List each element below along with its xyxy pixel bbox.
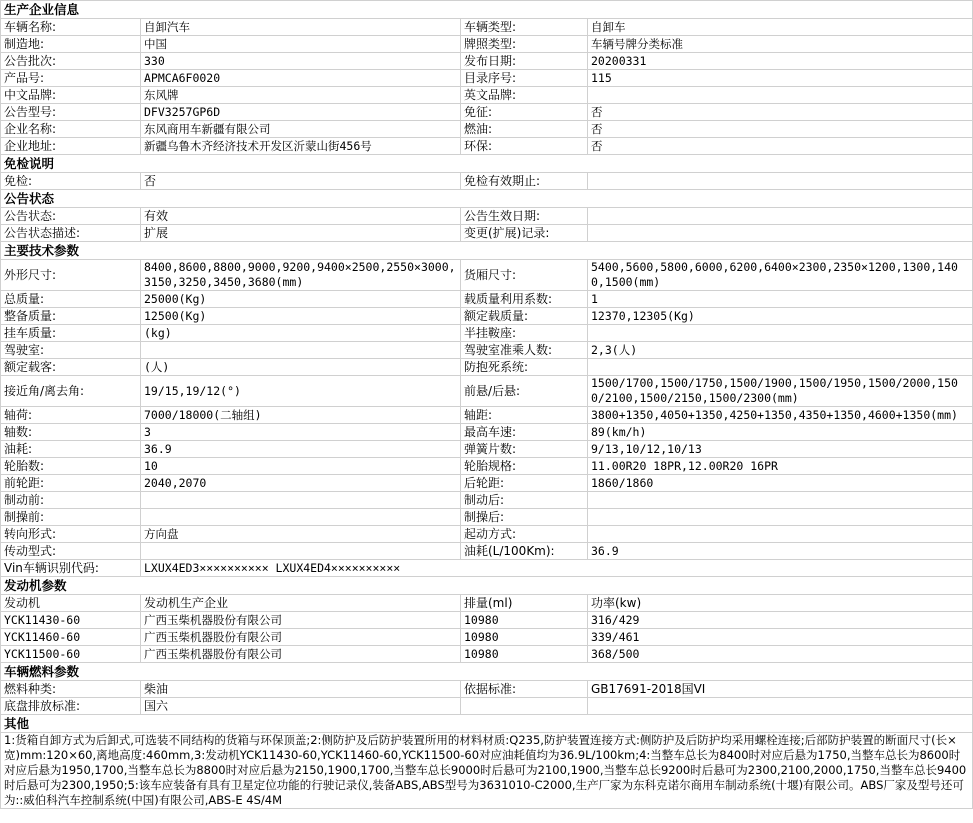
field-value: 否 <box>588 104 973 121</box>
field-label: 油耗: <box>1 441 141 458</box>
field-label: 公告生效日期: <box>461 208 588 225</box>
fuel-params-row <box>1 698 973 715</box>
field-value: (人) <box>141 359 461 376</box>
other-notes-row <box>1 733 973 809</box>
section-title: 发动机参数 <box>1 577 973 595</box>
engine-cell: 10980 <box>461 612 588 629</box>
field-label: 英文品牌: <box>461 87 588 104</box>
section-title: 生产企业信息 <box>1 1 973 19</box>
field-value <box>141 543 461 560</box>
notice-status-row <box>1 208 973 225</box>
vin-value: LXUX4ED3×××××××××× LXUX4ED4×××××××××× <box>141 560 973 577</box>
field-label: 载质量利用系数: <box>461 291 588 308</box>
column-header: 发动机生产企业 <box>141 595 461 612</box>
company-info-row <box>1 53 973 70</box>
field-label: 外形尺寸: <box>1 260 141 291</box>
section-title: 免检说明 <box>1 155 973 173</box>
engine-header-row <box>1 595 973 612</box>
vin-label: Vin车辆识别代码: <box>1 560 141 577</box>
field-value <box>588 173 973 190</box>
field-value: DFV3257GP6D <box>141 104 461 121</box>
engine-params-section-header <box>1 577 973 595</box>
tech-params-row <box>1 342 973 359</box>
field-label: 目录序号: <box>461 70 588 87</box>
tech-params-row <box>1 543 973 560</box>
field-label: 弹簧片数: <box>461 441 588 458</box>
field-label: 变更(扩展)记录: <box>461 225 588 242</box>
field-value: 20200331 <box>588 53 973 70</box>
field-value: 有效 <box>141 208 461 225</box>
tech-params-row <box>1 308 973 325</box>
field-value: 8400,8600,8800,9000,9200,9400×2500,2550×3000,3150,3250,3450,3680(mm) <box>141 260 461 291</box>
field-label: 底盘排放标准: <box>1 698 141 715</box>
field-label: 企业名称: <box>1 121 141 138</box>
exemption-row <box>1 173 973 190</box>
field-label: 前悬/后悬: <box>461 376 588 407</box>
company-info-row <box>1 19 973 36</box>
field-label: 环保: <box>461 138 588 155</box>
field-label: 额定载客: <box>1 359 141 376</box>
field-value: 9/13,10/12,10/13 <box>588 441 973 458</box>
field-value: 方向盘 <box>141 526 461 543</box>
other-notes-text: 1:货箱自卸方式为后卸式,可选装不同结构的货箱与环保顶盖;2:侧防护及后防护装置所用的材料材质:Q235,防护装置连接方式:侧防护及后防护均采用螺栓连接;后部防护装置的断面尺寸(长×宽)mm:120×60,离地高度:460mm,3:发动机YCK11430-60,YCK11460-60,YCK11500-60对应油耗值均为36.9L/100km;4:当整车总长为8400时对应后悬为1750,当整车总长为8600时对应后悬为1950,1700,当整车总长为8800时对应后悬为2150,1900,1700,当整车总长9000时后悬可为2100,1900,当整车总长9200时后悬可为2300,2100,2000,1750,当整车总长9400时后悬可为2300,1950;5:该车应装备有具有卫星定位功能的行驶记录仪,装备ABS,ABS型号为3631010-C2000,生产厂家为东科克诺尔商用车制动系统(十堰)有限公司。ABS厂家及型号还可为::威伯科汽车控制系统(中国)有限公司,ABS-E 4S/4M <box>1 733 973 809</box>
field-value: 1860/1860 <box>588 475 973 492</box>
field-value: 东风商用车新疆有限公司 <box>141 121 461 138</box>
tech-params-row <box>1 475 973 492</box>
company-info-row <box>1 121 973 138</box>
section-title: 车辆燃料参数 <box>1 663 973 681</box>
field-label: 制动前: <box>1 492 141 509</box>
engine-row <box>1 629 973 646</box>
field-label: 公告型号: <box>1 104 141 121</box>
field-value: 车辆号牌分类标准 <box>588 36 973 53</box>
field-value: 25000(Kg) <box>141 291 461 308</box>
field-label: 轮胎数: <box>1 458 141 475</box>
field-label: 额定载质量: <box>461 308 588 325</box>
field-label: 车辆类型: <box>461 19 588 36</box>
field-value: (kg) <box>141 325 461 342</box>
field-value: 否 <box>141 173 461 190</box>
engine-cell: 广西玉柴机器股份有限公司 <box>141 629 461 646</box>
field-label: 整备质量: <box>1 308 141 325</box>
field-label: 制操后: <box>461 509 588 526</box>
field-value: 1 <box>588 291 973 308</box>
field-label: 公告状态: <box>1 208 141 225</box>
field-label: 起动方式: <box>461 526 588 543</box>
field-value: 1500/1700,1500/1750,1500/1900,1500/1950,1500/2000,1500/2100,1500/2150,1500/2300(mm) <box>588 376 973 407</box>
field-label: 油耗(L/100Km): <box>461 543 588 560</box>
field-value: 2040,2070 <box>141 475 461 492</box>
vehicle-spec-body <box>1 1 973 809</box>
company-info-row <box>1 138 973 155</box>
exemption-section-header <box>1 155 973 173</box>
field-label: 转向形式: <box>1 526 141 543</box>
field-value <box>588 359 973 376</box>
engine-cell: 10980 <box>461 646 588 663</box>
field-value: 柴油 <box>141 681 461 698</box>
engine-cell: YCK11460-60 <box>1 629 141 646</box>
field-value: 11.00R20 18PR,12.00R20 16PR <box>588 458 973 475</box>
tech-params-row <box>1 424 973 441</box>
section-title: 其他 <box>1 715 973 733</box>
field-label: 公告批次: <box>1 53 141 70</box>
company-info-row <box>1 70 973 87</box>
field-label: 后轮距: <box>461 475 588 492</box>
field-value: 12500(Kg) <box>141 308 461 325</box>
field-value: 自卸汽车 <box>141 19 461 36</box>
section-title: 主要技术参数 <box>1 242 973 260</box>
field-value: 3 <box>141 424 461 441</box>
field-label: 制操前: <box>1 509 141 526</box>
field-label: 轮胎规格: <box>461 458 588 475</box>
field-value <box>588 698 973 715</box>
field-value <box>588 208 973 225</box>
field-value: 36.9 <box>141 441 461 458</box>
notice-status-row <box>1 225 973 242</box>
field-label: 总质量: <box>1 291 141 308</box>
company-info-row <box>1 104 973 121</box>
field-label: 免征: <box>461 104 588 121</box>
engine-row <box>1 646 973 663</box>
tech-params-row <box>1 325 973 342</box>
field-value: 19/15,19/12(°) <box>141 376 461 407</box>
field-value: GB17691-2018国VI <box>588 681 973 698</box>
field-value: 中国 <box>141 36 461 53</box>
engine-cell: 广西玉柴机器股份有限公司 <box>141 646 461 663</box>
field-label: 免检有效期止: <box>461 173 588 190</box>
field-label: 传动型式: <box>1 543 141 560</box>
engine-cell: YCK11500-60 <box>1 646 141 663</box>
tech-params-row <box>1 526 973 543</box>
column-header: 发动机 <box>1 595 141 612</box>
field-value <box>141 492 461 509</box>
company-info-row <box>1 36 973 53</box>
field-label: 轴数: <box>1 424 141 441</box>
field-label: 产品号: <box>1 70 141 87</box>
field-label: 货厢尺寸: <box>461 260 588 291</box>
engine-row <box>1 612 973 629</box>
tech-params-row <box>1 376 973 407</box>
engine-cell: 广西玉柴机器股份有限公司 <box>141 612 461 629</box>
column-header: 排量(ml) <box>461 595 588 612</box>
field-value <box>588 225 973 242</box>
engine-cell: YCK11430-60 <box>1 612 141 629</box>
tech-params-row <box>1 441 973 458</box>
field-label: 接近角/离去角: <box>1 376 141 407</box>
tech-params-row <box>1 407 973 424</box>
field-label: 牌照类型: <box>461 36 588 53</box>
field-value: 89(km/h) <box>588 424 973 441</box>
field-value <box>141 342 461 359</box>
field-label: 驾驶室: <box>1 342 141 359</box>
field-label: 防抱死系统: <box>461 359 588 376</box>
section-title: 公告状态 <box>1 190 973 208</box>
field-label: 挂车质量: <box>1 325 141 342</box>
field-value: 扩展 <box>141 225 461 242</box>
field-label: 免检: <box>1 173 141 190</box>
engine-cell: 368/500 <box>588 646 973 663</box>
field-value <box>141 509 461 526</box>
field-label: 企业地址: <box>1 138 141 155</box>
tech-params-row <box>1 509 973 526</box>
field-label: 中文品牌: <box>1 87 141 104</box>
field-label <box>461 698 588 715</box>
field-value: 330 <box>141 53 461 70</box>
field-value: 东风牌 <box>141 87 461 104</box>
tech-params-row <box>1 260 973 291</box>
field-label: 最高车速: <box>461 424 588 441</box>
field-label: 燃料种类: <box>1 681 141 698</box>
field-value: 12370,12305(Kg) <box>588 308 973 325</box>
fuel-params-row <box>1 681 973 698</box>
field-value: 3800+1350,4050+1350,4250+1350,4350+1350,4600+1350(mm) <box>588 407 973 424</box>
tech-params-row <box>1 492 973 509</box>
field-value: 10 <box>141 458 461 475</box>
field-value <box>588 526 973 543</box>
field-label: 驾驶室准乘人数: <box>461 342 588 359</box>
field-value: 36.9 <box>588 543 973 560</box>
field-value: 2,3(人) <box>588 342 973 359</box>
field-value: 5400,5600,5800,6000,6200,6400×2300,2350×1200,1300,1400,1500(mm) <box>588 260 973 291</box>
field-label: 发布日期: <box>461 53 588 70</box>
tech-params-row <box>1 291 973 308</box>
field-label: 车辆名称: <box>1 19 141 36</box>
company-info-section-header <box>1 1 973 19</box>
field-value: 国六 <box>141 698 461 715</box>
vin-row <box>1 560 973 577</box>
tech-params-row <box>1 359 973 376</box>
other-section-header <box>1 715 973 733</box>
engine-cell: 339/461 <box>588 629 973 646</box>
field-value <box>588 325 973 342</box>
field-label: 公告状态描述: <box>1 225 141 242</box>
field-value: 自卸车 <box>588 19 973 36</box>
field-label: 轴距: <box>461 407 588 424</box>
engine-cell: 10980 <box>461 629 588 646</box>
field-label: 前轮距: <box>1 475 141 492</box>
tech-params-section-header <box>1 242 973 260</box>
field-value: APMCA6F0020 <box>141 70 461 87</box>
field-label: 半挂鞍座: <box>461 325 588 342</box>
field-label: 轴荷: <box>1 407 141 424</box>
field-value <box>588 492 973 509</box>
field-value: 115 <box>588 70 973 87</box>
field-label: 制造地: <box>1 36 141 53</box>
notice-status-section-header <box>1 190 973 208</box>
field-label: 依据标准: <box>461 681 588 698</box>
field-value: 7000/18000(二轴组) <box>141 407 461 424</box>
field-value <box>588 509 973 526</box>
company-info-row <box>1 87 973 104</box>
engine-cell: 316/429 <box>588 612 973 629</box>
fuel-params-section-header <box>1 663 973 681</box>
tech-params-row <box>1 458 973 475</box>
field-label: 制动后: <box>461 492 588 509</box>
field-label: 燃油: <box>461 121 588 138</box>
field-value: 新疆乌鲁木齐经济技术开发区沂蒙山街456号 <box>141 138 461 155</box>
field-value: 否 <box>588 121 973 138</box>
column-header: 功率(kw) <box>588 595 973 612</box>
field-value: 否 <box>588 138 973 155</box>
field-value <box>588 87 973 104</box>
